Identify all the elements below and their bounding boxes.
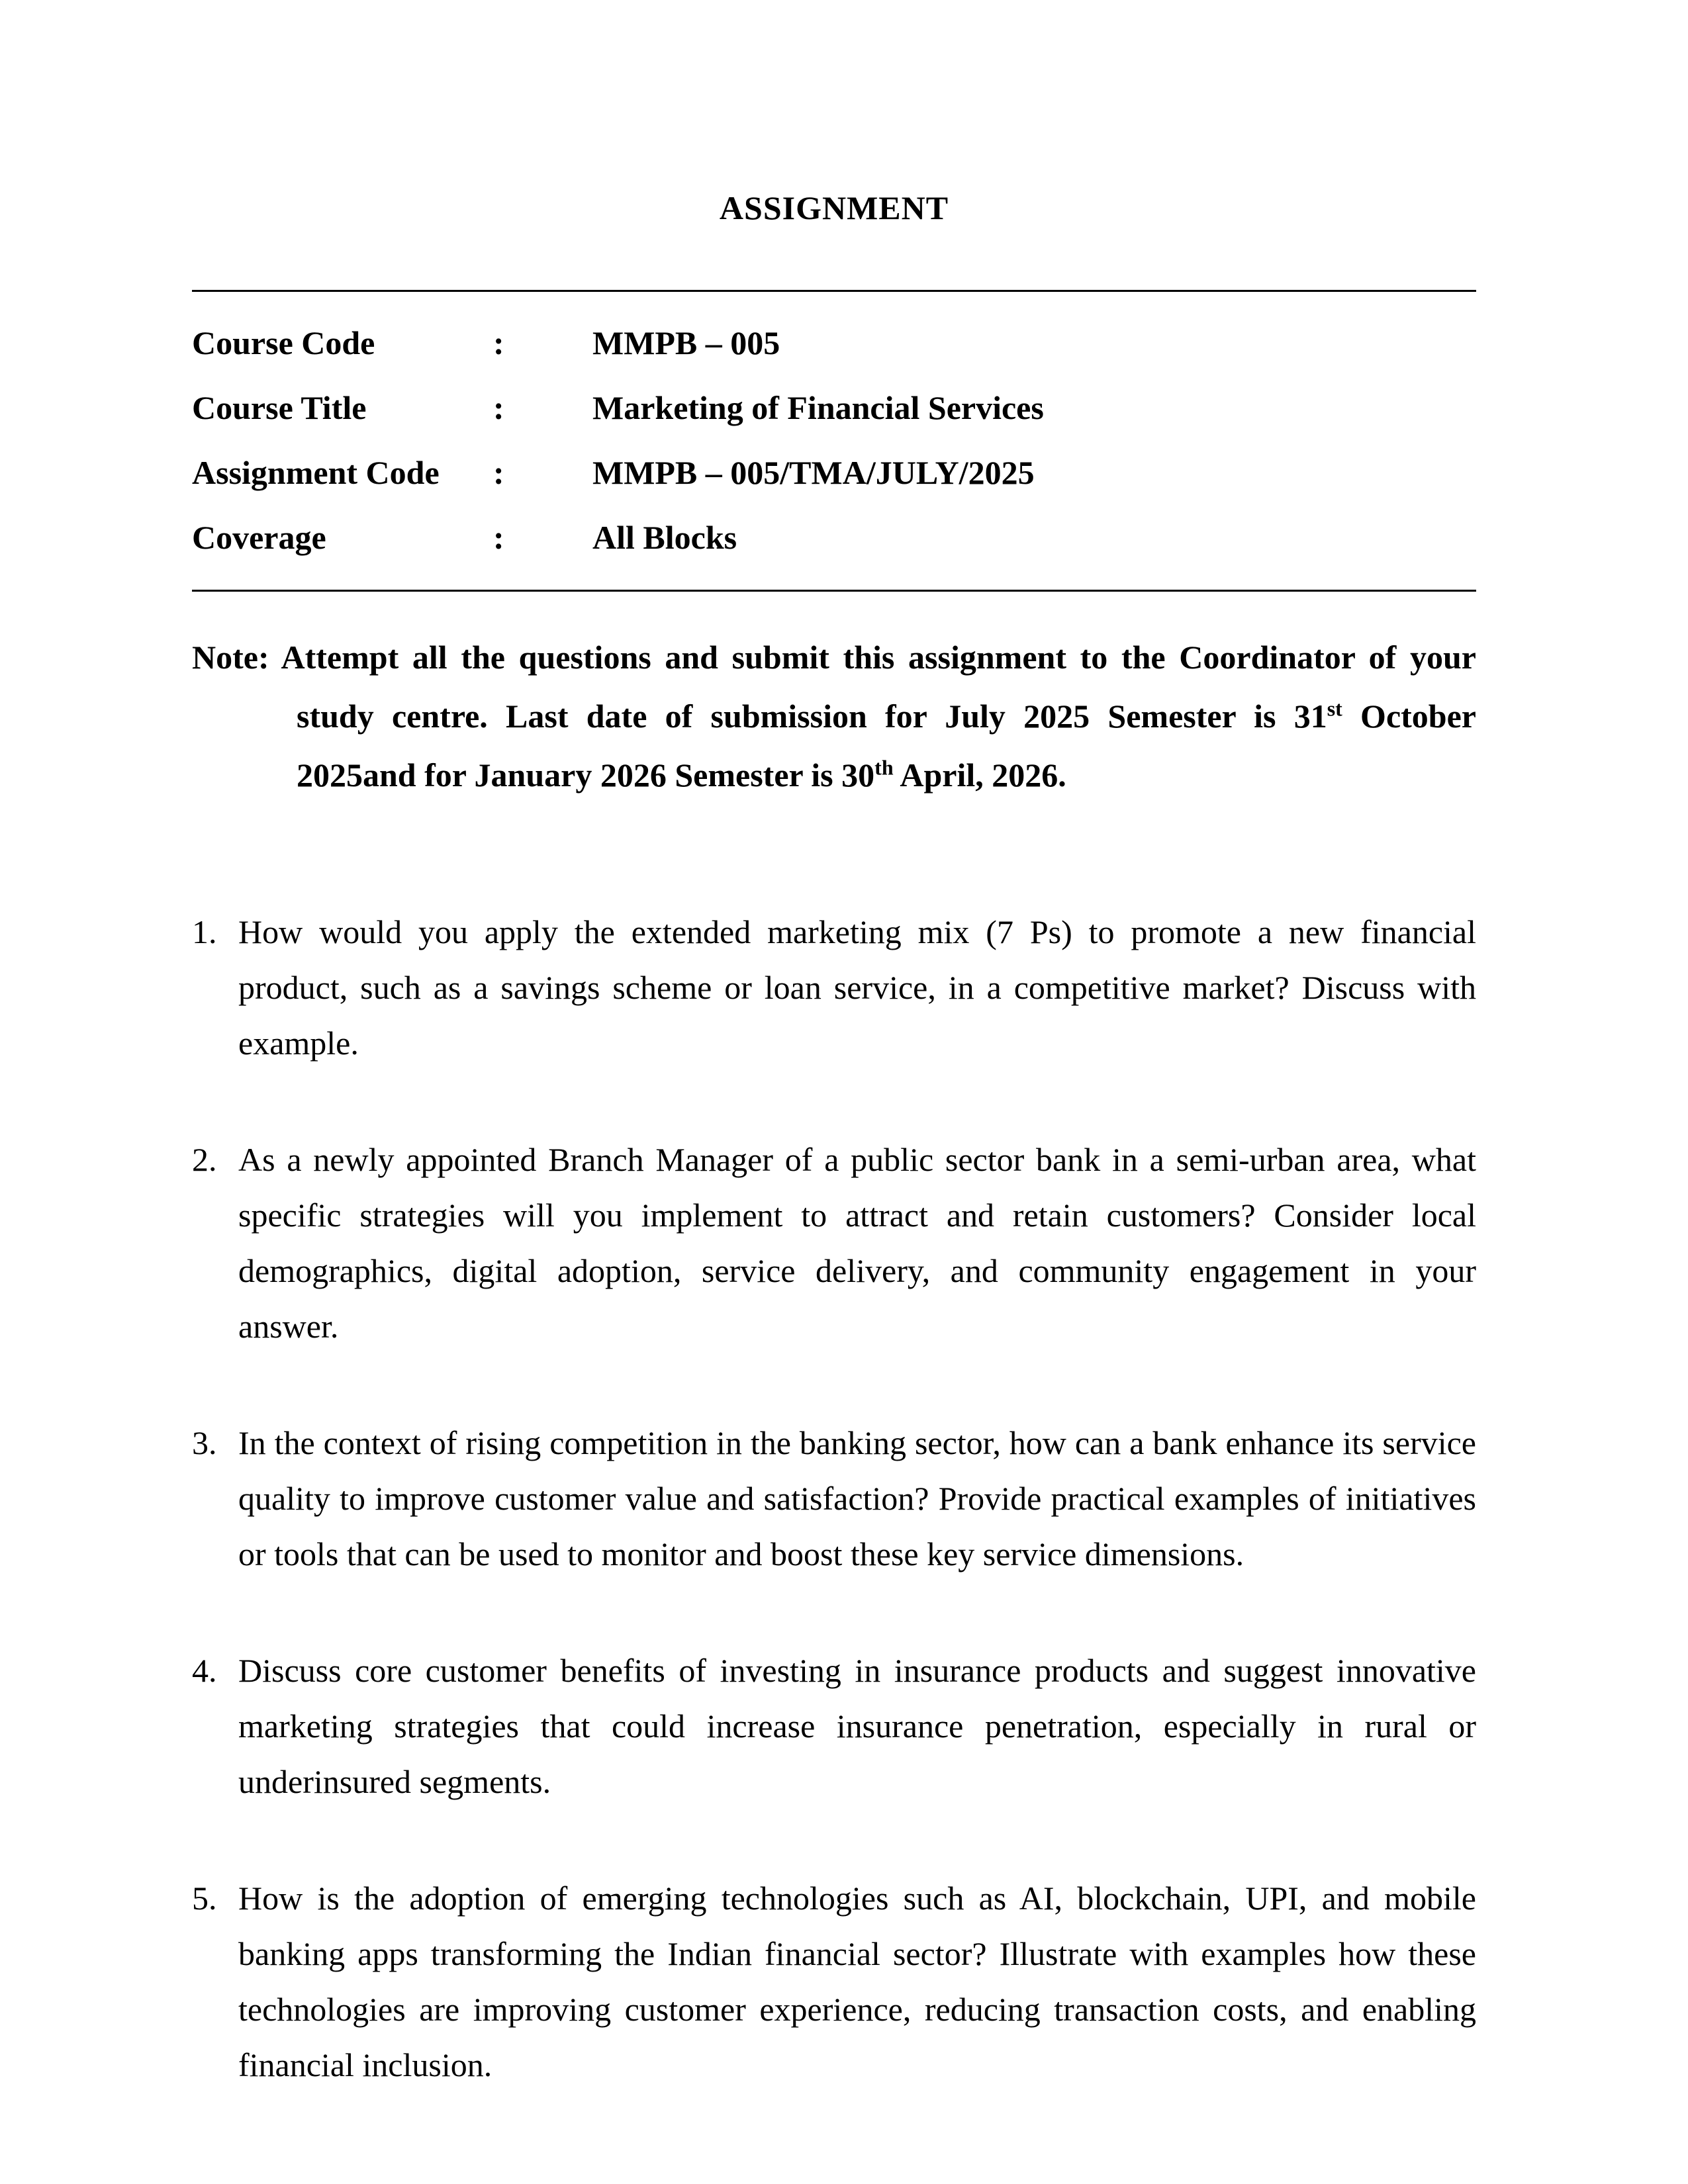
question-text: How would you apply the extended marketing mix (7 Ps) to promote a new financial product, such as a savings scheme or loan service, in a competitive market? Discuss with example. — [238, 913, 1476, 1062]
question-number: 3. — [192, 1424, 217, 1461]
assignment-code-value: MMPB – 005/TMA/JULY/2025 — [592, 454, 1035, 491]
question-item-1 — [192, 904, 1476, 1071]
table-row — [192, 375, 1476, 440]
course-info-table — [192, 290, 1476, 592]
question-item-4 — [192, 1643, 1476, 1809]
question-number: 2. — [192, 1141, 217, 1178]
question-item-2 — [192, 1132, 1476, 1354]
question-text: As a newly appointed Branch Manager of a public sector bank in a semi-urban area, what specific strategies will you implement to attract and retain customers? Consider local demographics, digital adoption, service delivery, and community engagement in your answer. — [238, 1141, 1476, 1345]
question-list — [192, 904, 1476, 2093]
separator-colon: : — [493, 454, 504, 491]
course-code-value: MMPB – 005 — [592, 324, 780, 361]
separator-colon: : — [493, 519, 504, 556]
question-item-3 — [192, 1415, 1476, 1582]
question-item-5 — [192, 1870, 1476, 2093]
question-number: 5. — [192, 1880, 217, 1917]
page-title: ASSIGNMENT — [719, 189, 949, 226]
note-paragraph — [192, 628, 1476, 805]
note-superscript-st: st — [1327, 696, 1342, 721]
note-text-part1: Note: Attempt all the questions and submit this assignment to the Coordinator of your study centre. Last date of submission for July 2025 Semester is 31 — [192, 639, 1476, 735]
course-title-value: Marketing of Financial Services — [592, 389, 1044, 426]
note-text-part2: October 2025and for January 2026 Semester is 30 — [297, 698, 1476, 794]
note-superscript-th: th — [874, 755, 894, 780]
table-row — [192, 440, 1476, 505]
course-title-label: Course Title — [192, 389, 367, 426]
question-text: In the context of rising competition in the banking sector, how can a bank enhance its service quality to improve customer value and satisfaction? Provide practical examples of initiatives or tools that can be used to monitor and boost these key service dimensions. — [238, 1424, 1476, 1572]
coverage-value: All Blocks — [592, 519, 737, 556]
question-text: Discuss core customer benefits of investing in insurance products and suggest innovative marketing strategies that could increase insurance penetration, especially in rural or underinsured segments. — [238, 1652, 1476, 1800]
assignment-code-label: Assignment Code — [192, 454, 440, 491]
separator-colon: : — [493, 389, 504, 426]
note-text-part3: April, 2026. — [893, 756, 1066, 794]
table-row — [192, 505, 1476, 570]
question-number: 4. — [192, 1652, 217, 1689]
question-number: 1. — [192, 913, 217, 950]
question-text: How is the adoption of emerging technologies such as AI, blockchain, UPI, and mobile banking apps transforming the Indian financial sector? Illustrate with examples how these technologies are improving customer experience, reducing transaction costs, and enabling financial inclusion. — [238, 1880, 1476, 2083]
course-code-label: Course Code — [192, 324, 375, 361]
table-row — [192, 310, 1476, 375]
coverage-label: Coverage — [192, 519, 326, 556]
separator-colon: : — [493, 324, 504, 361]
